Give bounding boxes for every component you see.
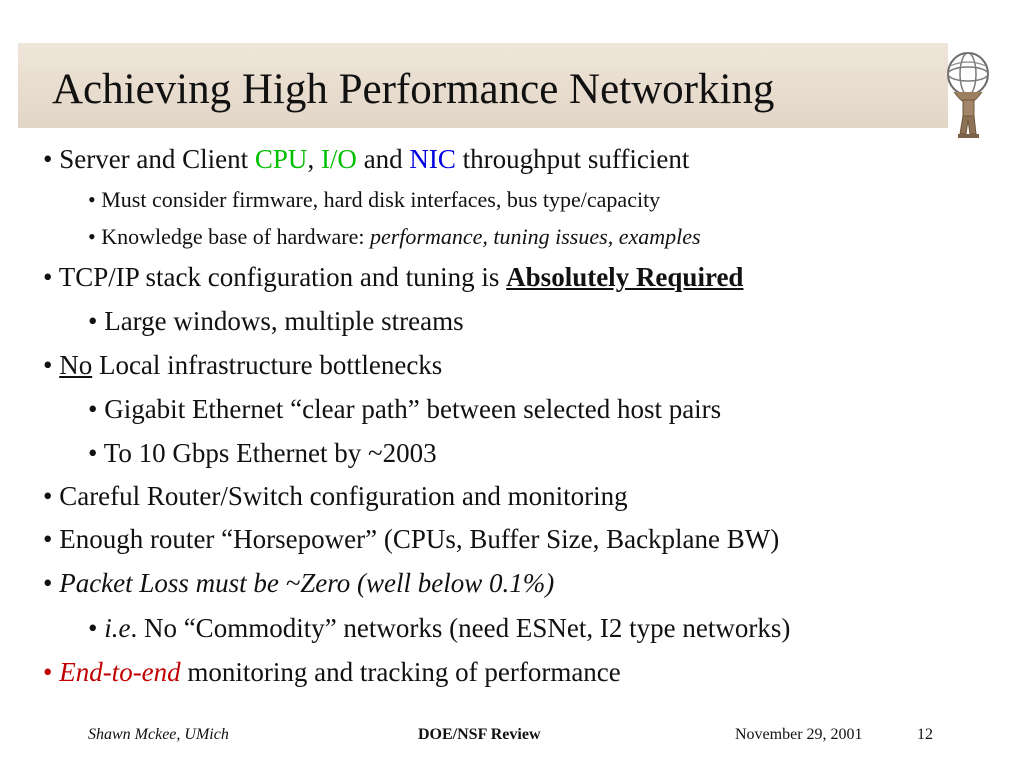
bullet-text: Local infrastructure bottlenecks [92, 350, 443, 380]
bullet-italic-text: Packet Loss must be ~Zero (well below 0.1%) [59, 568, 555, 598]
bullet-marker: • [43, 568, 53, 598]
bullet-italic-text: performance, tuning issues, examples [369, 224, 701, 249]
bullet-3-2 [88, 437, 437, 469]
bullet-5 [43, 523, 779, 555]
bullet-text: and [356, 144, 410, 174]
bullet-1-1 [88, 184, 660, 216]
bullet-marker: • [43, 657, 53, 687]
bullet-2 [43, 261, 743, 293]
bullet-marker: • [88, 306, 98, 336]
end-to-end-text: End-to-end [59, 657, 181, 687]
bullet-marker: • [43, 350, 53, 380]
bullet-6-1 [88, 612, 790, 644]
nic-text: NIC [409, 144, 456, 174]
footer-event: DOE/NSF Review [418, 726, 541, 743]
bullet-text: Server and Client [59, 144, 255, 174]
bullet-marker: • [88, 224, 96, 249]
slide-title: Achieving High Performance Networking [52, 66, 775, 113]
bullet-7 [43, 656, 621, 688]
bullet-1 [43, 143, 689, 175]
footer-author: Shawn Mckee, UMich [88, 726, 229, 743]
bullet-marker: • [88, 613, 98, 643]
bullet-marker: • [43, 524, 53, 554]
absolutely-required-text: Absolutely Required [506, 262, 744, 292]
bullet-marker: • [88, 394, 98, 424]
bullet-marker: • [88, 187, 96, 212]
io-text: I/O [320, 144, 357, 174]
bullet-text: Knowledge base of hardware: [101, 224, 370, 249]
bullet-text: To 10 Gbps Ethernet by ~2003 [103, 438, 437, 468]
no-text: No [59, 350, 93, 380]
bullet-marker: • [43, 262, 53, 292]
bullet-text: throughput sufficient [455, 144, 690, 174]
bullet-3 [43, 349, 442, 381]
bullet-text: TCP/IP stack configuration and tuning is [58, 262, 507, 292]
atlas-logo-icon [946, 50, 991, 138]
bullet-text: Enough router “Horsepower” (CPUs, Buffer Size, Backplane BW) [59, 524, 780, 554]
bullet-text: , [307, 144, 321, 174]
bullet-text: . No “Commodity” networks (need ESNet, I2 type networks) [130, 613, 791, 643]
bullet-1-2 [88, 221, 701, 253]
bullet-text: Gigabit Ethernet “clear path” between selected host pairs [104, 394, 722, 424]
footer-date: November 29, 2001 [735, 726, 863, 743]
bullet-6 [43, 567, 554, 599]
bullet-marker: • [88, 438, 98, 468]
bullet-2-1 [88, 305, 464, 337]
footer-page-number: 12 [917, 726, 933, 743]
bullet-marker: • [43, 144, 53, 174]
bullet-text: monitoring and tracking of performance [180, 657, 621, 687]
cpu-text: CPU [254, 144, 308, 174]
bullet-text: Careful Router/Switch configuration and monitoring [59, 481, 628, 511]
bullet-4 [43, 480, 628, 512]
bullet-text: Large windows, multiple streams [104, 306, 464, 336]
bullet-marker: • [43, 481, 53, 511]
ie-text: i.e [104, 613, 131, 643]
bullet-text: Must consider firmware, hard disk interfaces, bus type/capacity [101, 187, 661, 212]
bullet-3-1 [88, 393, 721, 425]
